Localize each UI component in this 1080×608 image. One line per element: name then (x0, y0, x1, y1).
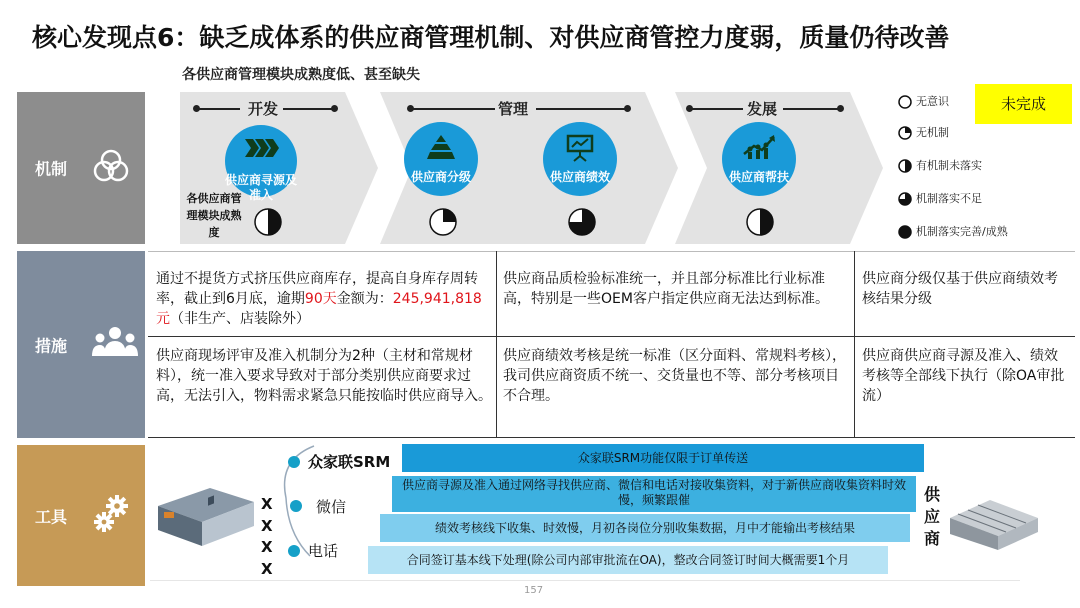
pyramid-icon (404, 134, 478, 163)
stage-line (783, 108, 839, 110)
stage-title-grow: 发展 (747, 100, 778, 118)
tool-bar-contract: 合同签订基本线下处理(除公司内部审批流在OA)，整改合同签订时间大概需要1个月 (368, 546, 888, 574)
growth-team-icon (722, 134, 796, 163)
team-icon (91, 326, 139, 364)
legend-label: 无意识 (916, 95, 949, 108)
legend-ball (899, 226, 911, 238)
stage-line-dot (331, 105, 338, 112)
supplier-label-3: 商 (923, 529, 940, 548)
overdue-amount: 245,941,818元 (156, 291, 482, 327)
legend-ball (899, 96, 911, 108)
category-measures (17, 251, 145, 438)
channel-wechat: 微信 (316, 498, 347, 516)
legend-item-half (898, 157, 982, 173)
stage-title-develop: 开发 (248, 100, 279, 118)
category-measures-label: 措施 (35, 336, 68, 355)
page-number: 157 (524, 585, 544, 596)
measure-text: 金额为： (336, 291, 393, 307)
channel-srm: 众家联SRM (308, 453, 391, 471)
page-title: 核心发现点6：缺乏成体系的供应商管理机制、对供应商管控力度弱，质量仍待改善 (32, 23, 950, 52)
legend-label: 机制落实不足 (916, 192, 982, 205)
stage-line (196, 108, 240, 110)
presentation-icon (543, 134, 617, 165)
stage-line (283, 108, 333, 110)
module-performance (543, 122, 617, 196)
stage-line (689, 108, 743, 110)
tool-bar-sourcing: 供应商寻源及准入通过网络寻找供应商、微信和电话对接收集资料，对于新供应商收集资料时效慢，频繁跟催 (392, 476, 916, 512)
category-mechanism (17, 92, 145, 244)
measure-cell-grading: 供应商分级仅基于供应商绩效考核结果分级 (862, 271, 1058, 307)
module-sourcing-label: 供应商寻源及准入 (225, 173, 298, 202)
x-mark: X (261, 517, 273, 535)
module-grading (404, 122, 478, 196)
supplier-factory-icon (944, 488, 1044, 552)
legend-quarter-icon (898, 126, 912, 140)
measure-text: （非生产、店装除外） (170, 311, 310, 327)
measure-text: 通过不提货方式挤压供应商库存，提高自身库存周转率，截止到6月底，逾期 (156, 271, 478, 307)
module-grading-label: 供应商分级 (410, 170, 471, 184)
channel-phone: 电话 (308, 542, 339, 560)
gears-icon (91, 494, 131, 538)
legend-ball (899, 160, 911, 172)
legend-ball (899, 193, 911, 205)
legend-three-quarter-icon (898, 192, 912, 206)
subtitle: 各供应商管理模块成熟度低、甚至缺失 (182, 67, 420, 83)
table-rule (148, 251, 1075, 252)
legend-item-three-quarter (898, 190, 982, 206)
x-mark: X (261, 560, 273, 578)
legend-label: 机制落实完善/成熟 (916, 225, 1008, 238)
measure-cell-quality: 供应商品质检验标准统一，并且部分标准比行业标准高，特别是一些OEM客户指定供应商无法达到标准。 (503, 271, 829, 307)
module-sourcing (225, 125, 298, 202)
legend-item-full (898, 223, 1008, 239)
legend-label: 无机制 (916, 126, 949, 139)
maturity-label: 各供应商管理模块成熟度 (186, 192, 242, 239)
channel-dot (288, 545, 300, 557)
x-mark: X (261, 538, 273, 556)
measure-cell-offline: 供应商供应商寻源及准入、绩效考核等全部线下执行（除OA审批流） (862, 348, 1065, 404)
module-support-label: 供应商帮扶 (728, 170, 789, 184)
stage-line-dot (837, 105, 844, 112)
venn-icon (91, 146, 131, 190)
stage-line (410, 108, 495, 110)
measure-cell-inventory (156, 269, 492, 329)
table-rule (148, 336, 1075, 337)
supplier-label-1: 供 (923, 485, 940, 504)
measure-cell-performance: 供应商绩效考核是统一标准（区分面料、常规料考核），我司供应商资质不统一、交货量也不等、部分考核项目不合理。 (503, 348, 846, 404)
status-badge: 未完成 (975, 84, 1072, 124)
channel-dot (288, 456, 300, 468)
module-performance-label: 供应商绩效 (549, 170, 610, 184)
measures-table (148, 251, 1075, 438)
measure-cell-admission: 供应商现场评审及准入机制分为2种（主材和常规材料），统一准入要求导致对于部分类别供应商要求过高，无法引入，物料需求紧急只能按临时供应商导入。 (156, 348, 492, 404)
x-mark: X (261, 495, 273, 513)
category-tools-label: 工具 (35, 507, 68, 526)
category-tools (17, 445, 145, 586)
legend-half-icon (898, 159, 912, 173)
company-building-icon (150, 478, 260, 548)
category-mechanism-label: 机制 (35, 159, 68, 179)
stage-title-manage: 管理 (498, 100, 529, 118)
footer-rule (150, 580, 1020, 581)
overdue-days: 90天 (304, 291, 337, 307)
legend-ball (899, 127, 911, 139)
legend-full-icon (898, 225, 912, 239)
stage-line (536, 108, 626, 110)
tool-bar-srm: 众家联SRM功能仅限于订单传送 (402, 444, 924, 472)
tool-bar-performance: 绩效考核线下收集、时效慢，月初各岗位分别收集数据，月中才能输出考核结果 (380, 514, 910, 542)
table-divider (496, 251, 497, 438)
forward-arrows-icon (225, 137, 297, 162)
supplier-label-2: 应 (923, 507, 940, 526)
legend-label: 有机制未落实 (916, 159, 982, 172)
table-divider (854, 251, 855, 438)
module-support (722, 122, 796, 196)
channel-dot (290, 500, 302, 512)
legend-item-empty (898, 93, 949, 109)
legend-empty-icon (898, 95, 912, 109)
legend-item-quarter (898, 124, 949, 140)
stage-line-dot (624, 105, 631, 112)
